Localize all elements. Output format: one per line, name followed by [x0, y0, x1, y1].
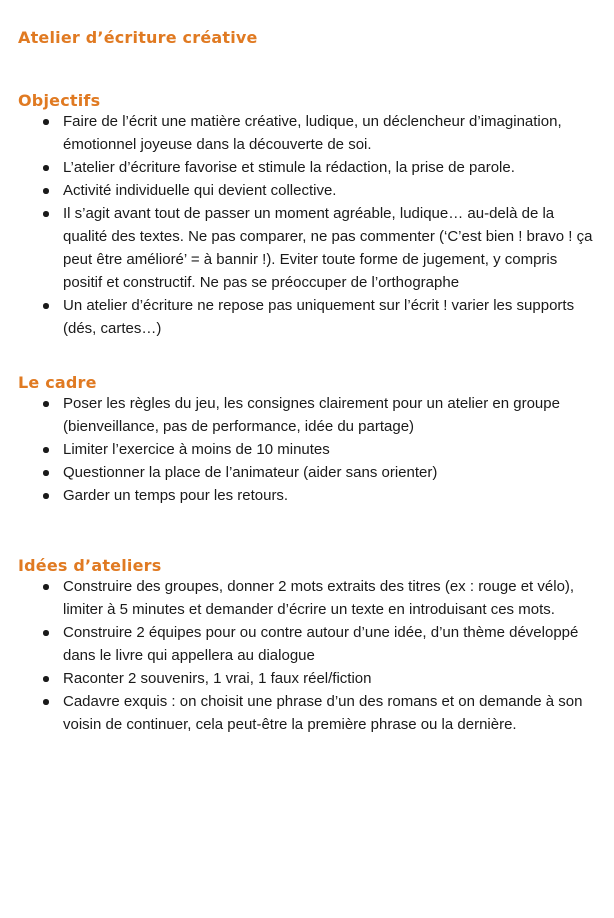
cadre-list [18, 392, 598, 507]
list-item: Activité individuelle qui devient collective. [18, 179, 598, 202]
list-item: Construire 2 équipes pour ou contre autour d’une idée, d’un thème développé dans le livre qui appellera au dialogue [18, 621, 598, 667]
section-heading-objectifs: Objectifs [18, 91, 101, 110]
list-item: Faire de l’écrit une matière créative, ludique, un déclencheur d’imagination, émotionnel joyeuse dans la découverte de soi. [18, 110, 598, 156]
list-item: Limiter l’exercice à moins de 10 minutes [18, 438, 598, 461]
section-heading-cadre: Le cadre [18, 373, 97, 392]
idees-list [18, 575, 598, 736]
list-item: Cadavre exquis : on choisit une phrase d’un des romans et on demande à son voisin de continuer, cela peut-être la première phrase ou la dernière. [18, 690, 598, 736]
list-item: Garder un temps pour les retours. [18, 484, 598, 507]
document-page [18, 0, 598, 736]
list-item: Un atelier d’écriture ne repose pas uniquement sur l’écrit ! varier les supports (dés, cartes…) [18, 294, 598, 340]
list-item: Il s’agit avant tout de passer un moment agréable, ludique… au-delà de la qualité des textes. Ne pas comparer, ne pas commenter (‘C’est bien ! bravo ! ça peut être amélioré’ = à bannir !). Eviter toute forme de jugement, y compris positif et constructif. Ne pas se préoccuper de l’orthographe [18, 202, 598, 294]
objectifs-list [18, 110, 598, 340]
list-item: Raconter 2 souvenirs, 1 vrai, 1 faux réel/fiction [18, 667, 598, 690]
list-item: Construire des groupes, donner 2 mots extraits des titres (ex : rouge et vélo), limiter à 5 minutes et demander d’écrire un texte en introduisant ces mots. [18, 575, 598, 621]
section-heading-idees: Idées d’ateliers [18, 556, 162, 575]
list-item: Poser les règles du jeu, les consignes clairement pour un atelier en groupe (bienveillance, pas de performance, idée du partage) [18, 392, 598, 438]
document-title: Atelier d’écriture créative [18, 28, 258, 47]
list-item: L’atelier d’écriture favorise et stimule la rédaction, la prise de parole. [18, 156, 598, 179]
list-item: Questionner la place de l’animateur (aider sans orienter) [18, 461, 598, 484]
